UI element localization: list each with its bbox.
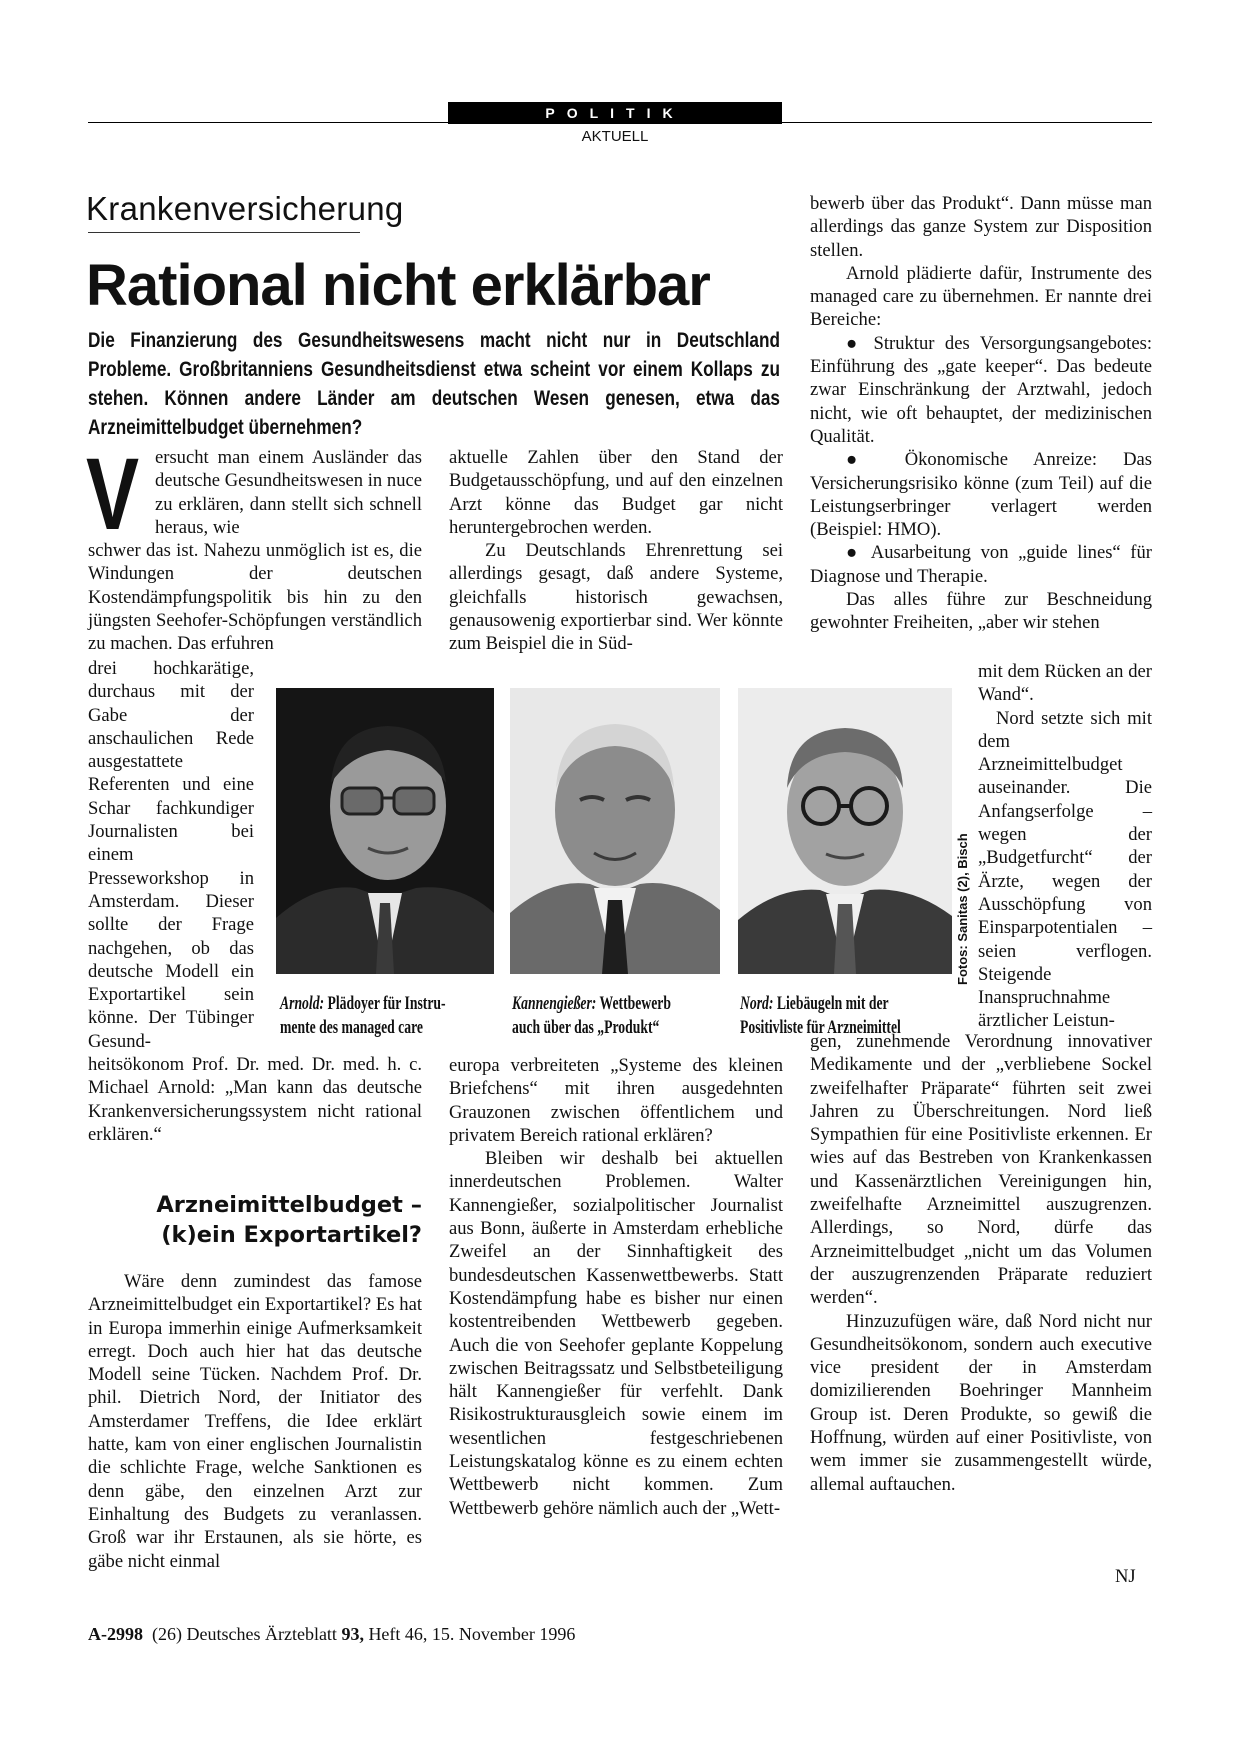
caption-name: Arnold:	[280, 993, 325, 1014]
footer-issue: Heft 46, 15. November 1996	[363, 1624, 576, 1644]
column-1-text: schwer das ist. Nahezu unmöglich ist es, die Windungen der deutschen Kostendämpfungspolitik bis hin zu den jüngsten Seehofer-Schöpfungen verständlich zu machen. Das erfuhren	[88, 540, 422, 655]
footer-publication: (26) Deutsches Ärzteblatt	[143, 1624, 342, 1644]
section-subhead	[88, 1190, 422, 1250]
portrait-arnold-image	[276, 688, 494, 974]
caption-text: auch über das „Produkt“	[512, 1017, 660, 1038]
subhead-line-1: Arzneimittelbudget –	[156, 1192, 422, 1218]
page-footer	[88, 1624, 575, 1645]
portrait-nord-image	[738, 688, 952, 974]
article-lead: Die Finanzierung des Gesundheitswesens macht nicht nur in Deutschland Probleme. Großbritanniens Gesundheitsdienst etwa scheint vor einem Kollaps zu stehen. Können andere Länder am deutschen Wesen genesen, etwa das Arzneimittelbudget übernehmen?	[88, 328, 780, 439]
dropcap-paragraph: ersucht man einem Ausländer das deutsche Gesundheitswesen in nuce zu erklären, dann stellt sich schnell heraus, wie	[155, 447, 422, 538]
author-signature: NJ	[1115, 1566, 1136, 1587]
column-1-narrow-text: drei hochkarätige, durchaus mit der Gabe der anschaulichen Rede ausgestattete Referenten und eine Schar fachkundiger Journalisten bei einem Presseworkshop in Amsterdam. Dieser sollte der Frage nachgehen, ob das deutsche Modell ein Exportartikel sein könne. Der Tübinger Gesund-	[88, 658, 254, 1052]
column-3-bottom-text	[810, 1030, 1152, 1496]
paragraph: Das alles führe zur Beschneidung gewohnter Freiheiten, „aber wir stehen	[810, 589, 1152, 634]
article-headline: Rational nicht erklärbar	[86, 253, 710, 318]
column-2-top-text	[449, 446, 783, 656]
page-code: A-2998	[88, 1624, 143, 1644]
photo-arnold	[276, 688, 494, 974]
photo-kannengiesser	[510, 688, 720, 974]
photo-nord	[738, 688, 952, 974]
column-2-bottom-text	[449, 1054, 783, 1520]
paragraph: Zu Deutschlands Ehrenrettung sei allerdings gesagt, daß andere Systeme, gleichfalls historisch gewachsen, genausowenig exportierbar sind. Wer könnte zum Beispiel die in Süd-	[449, 540, 783, 655]
subhead-line-2: (k)ein Exportartikel?	[161, 1222, 422, 1248]
article-kicker: Krankenversicherung	[86, 190, 404, 227]
header-rule-right	[782, 122, 1152, 123]
portrait-kannengiesser-image	[510, 688, 720, 974]
photo-credit: Fotos: Sanitas (2), Bisch	[955, 833, 970, 985]
paragraph: aktuelle Zahlen über den Stand der Budgetausschöpfung, und auf den einzelnen Arzt könne das Budget gar nicht heruntergebrochen werden.	[449, 447, 783, 538]
caption-name: Nord:	[740, 993, 774, 1014]
caption-text: Liebäugeln mit der	[773, 993, 889, 1014]
paragraph: gen, zunehmende Verordnung innovativer Medikamente und der „verbliebene Sockel zweifelhafter Präparate“ führten seit zwei Jahren zu Überschreitungen. Nord ließ Sympathien für eine Positivliste erkennen. Er wies auf das Bestreben von Krankenkassen und Kassenärztlichen Vereinigungen hin, zweifelhafte Arzneimittel auszugrenzen. Allerdings, so Nord, dürfe das Arzneimittelbudget „nicht um das Volumen der auszugrenzenden Präparate reduziert werden“.	[810, 1031, 1152, 1309]
paragraph: Nord setzte sich mit dem Arzneimittelbudget auseinander. Die Anfangserfolge – wegen der „Budgetfurcht“ der Ärzte, wegen der Ausschöpfung von Einsparpotentialen – seien verflogen. Steigende Inanspruchnahme ärztlicher Leistun-	[978, 707, 1152, 1032]
caption-kannengiesser	[512, 992, 671, 1040]
paragraph: europa verbreiteten „Systeme des kleinen Briefchens“ mit ihren ausgedehnten Grauzonen zwischen öffentlichem und privatem Bereich rational erklären?	[449, 1055, 783, 1146]
column-3-top-text	[810, 192, 1152, 635]
caption-nord	[740, 992, 901, 1040]
column-1-section-text	[88, 1270, 422, 1573]
caption-text: mente des managed care	[280, 1017, 423, 1038]
paragraph: Hinzuzufügen wäre, daß Nord nicht nur Gesundheitsökonom, sondern auch executive vice president der in Amsterdam domizilierenden Boehringer Mannheim Group ist. Deren Produkte, so gewiß die Hoffnung, würden auf einer Positivliste, von wem immer sie zusammengestellt würde, allemal auftauchen.	[810, 1310, 1152, 1495]
column-1-bottom-text: heitsökonom Prof. Dr. med. Dr. med. h. c. Michael Arnold: „Man kann das deutsche Krankenversicherungssystem nicht rational erklären.“	[88, 1054, 422, 1145]
kicker-underline	[88, 232, 360, 233]
bullet-item: ● Ausarbeitung von „guide lines“ für Diagnose und Therapie.	[810, 542, 1152, 587]
bullet-item: ● Ökonomische Anreize: Das Versicherungsrisiko könne (zum Teil) auf die Leistungserbringer verlagert werden (Beispiel: HMO).	[810, 449, 1152, 541]
footer-volume: 93,	[341, 1624, 364, 1644]
header-rule-left	[88, 122, 448, 123]
paragraph: mit dem Rücken an der Wand“.	[978, 661, 1152, 706]
caption-text: Positivliste für Arzneimittel	[740, 1017, 901, 1038]
subsection-label: AKTUELL	[581, 128, 649, 145]
paragraph: Arnold plädierte dafür, Instrumente des managed care zu übernehmen. Er nannte drei Bereiche:	[810, 262, 1152, 331]
caption-name: Kannengießer:	[512, 993, 597, 1014]
drop-cap: V	[86, 437, 140, 551]
section-label: POLITIK	[448, 102, 782, 124]
paragraph: Bleiben wir deshalb bei aktuellen innerdeutschen Problemen. Walter Kannengießer, sozialpolitischer Journalist aus Bonn, äußerte in Amsterdam erhebliche Zweifel an der Sinnhaftigkeit des bundesdeutschen Kassenwettbewerbs. Statt Kostendämpfung habe es bisher nur einen kostentreibenden Wettbewerb gegeben. Auch die von Seehofer geplante Koppelung zwischen Beitragssatz und Selbstbeteiligung hält Kannengießer für verfehlt. Dank Risikostrukturausgleich sowie einem im wesentlichen festgeschriebenen Leistungskatalog könne es zu einem echten Wettbewerb nicht kommen. Zum Wettbewerb gehöre nämlich auch der „Wett-	[449, 1148, 783, 1519]
paragraph: Wäre denn zumindest das famose Arzneimittelbudget ein Exportartikel? Es hat in Europa immerhin einige Aufmerksamkeit erregt. Doch auch hier hat das deutsche Modell seine Tücken. Nachdem Prof. Dr. phil. Dietrich Nord, der Initiator des Amsterdamer Treffens, die Idee erklärt hatte, kam von einer englischen Journalistin die schlichte Frage, welche Sanktionen es denn gäbe, den einzelnen Arzt zur Einhaltung des Budgets zu veranlassen. Groß war ihr Erstaunen, als sie hörte, es gäbe nicht einmal	[88, 1271, 422, 1572]
bullet-item: ● Struktur des Versorgungsangebotes: Einführung des „gate keeper“. Das bedeute zwar Einschränkung der Arztwahl, jedoch nicht, wie oft behauptet, der medizinischen Qualität.	[810, 332, 1152, 447]
caption-text: Plädoyer für Instru-	[324, 993, 446, 1014]
paragraph: bewerb über das Produkt“. Dann müsse man allerdings das ganze System zur Disposition stellen.	[810, 193, 1152, 261]
caption-arnold	[280, 992, 446, 1040]
column-3-narrow-text	[978, 660, 1152, 1033]
caption-text: Wettbewerb	[596, 993, 671, 1014]
